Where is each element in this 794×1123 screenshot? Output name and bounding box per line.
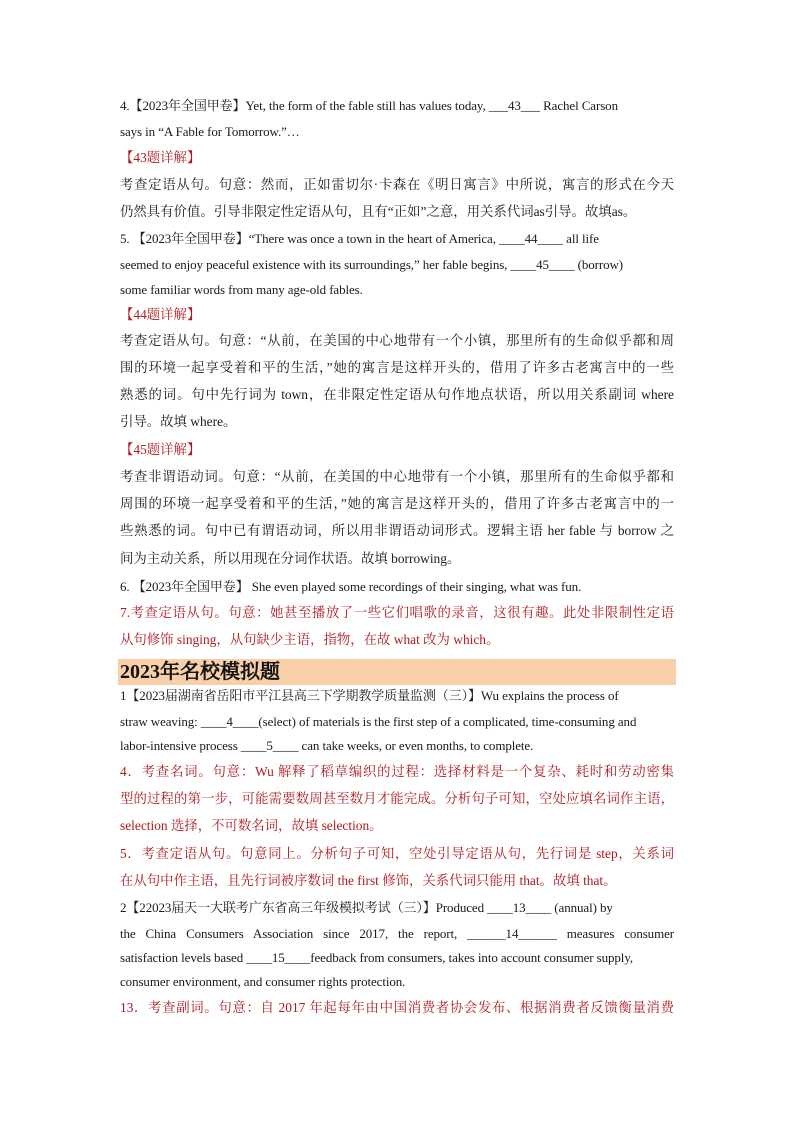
section-heading-text: 2023年名校模拟题 — [120, 661, 280, 683]
q45-detail-heading: 【45题详解】 — [120, 442, 201, 457]
m1-exp4-line-3: selection 选择，不可数名词，故填 selection。 — [120, 818, 383, 833]
q43-explanation-line-2: 仍然具有价值。引导非限定性定语从句，且有“正如”之意，用关系代词as引导。故填as。 — [120, 204, 637, 219]
m1-exp4-line-1: 4．考查名词。句意：Wu 解释了稻草编织的过程：选择材料是一个复杂、耗时和劳动密集 — [120, 764, 674, 779]
q44-explanation-line-2: 围的环境一起享受着和平的生活，”她的寓言是这样开头的，借用了许多古老寓言中的一些 — [120, 360, 674, 375]
q4-line-2: says in “A Fable for Tomorrow.”… — [120, 124, 300, 139]
m2-line-2: the China Consumers Association since 2017, the report, ______14______ measures consumer — [120, 926, 674, 941]
m2-exp13-line-1: 13．考查副词。句意：自 2017 年起每年由中国消费者协会发布、根据消费者反馈衡量消费 — [120, 1000, 674, 1015]
q45-explanation-line-1: 考查非谓语动词。句意：“从前，在美国的中心地带有一个小镇，那里所有的生命似乎都和 — [120, 469, 674, 484]
q6-line-1: 6. 【2023年全国甲卷】 She even played some recordings of their singing, what was fun. — [120, 579, 582, 594]
section-heading — [118, 659, 676, 685]
q5-line-3: some familiar words from many age-old fables. — [120, 282, 363, 297]
m1-line-1: 1【2023届湖南省岳阳市平江县高三下学期教学质量监测（三）】Wu explains the process of — [120, 688, 619, 703]
m1-exp5-line-2: 在从句中作主语，且先行词被序数词 the first 修饰，关系代词只能用 that。故填 that。 — [120, 873, 617, 888]
q6-explanation-line-1: 7.考查定语从句。句意：她甚至播放了一些它们唱歌的录音，这很有趣。此处非限制性定语 — [120, 605, 674, 620]
q6-explanation-line-2: 从句修饰 singing，从句缺少主语，指物，在故 what 改为 which。 — [120, 632, 500, 647]
m2-line-3: satisfaction levels based ____15____feedback from consumers, takes into account consumer supply, — [120, 950, 634, 965]
q43-explanation-line-1: 考查定语从句。句意：然而，正如雷切尔·卡森在《明日寓言》中所说，寓言的形式在今天 — [120, 177, 674, 192]
q44-explanation-line-3: 熟悉的词。句中先行词为 town，在非限定性定语从句作地点状语，所以用关系副词 where — [120, 387, 674, 402]
m2-line-1: 2【22023届天一大联考广东省高三年级模拟考试（三）】Produced ____13____ (annual) by — [120, 900, 613, 915]
q43-detail-heading: 【43题详解】 — [120, 150, 201, 165]
q44-explanation-line-1: 考查定语从句。句意：“从前，在美国的中心地带有一个小镇，那里所有的生命似乎都和周 — [120, 333, 674, 348]
q45-explanation-line-4: 间为主动关系，所以用现在分词作状语。故填 borrowing。 — [120, 551, 461, 566]
q45-explanation-line-2: 周围的环境一起享受着和平的生活，”她的寓言是这样开头的，借用了许多古老寓言中的一 — [120, 496, 674, 511]
q44-detail-heading: 【44题详解】 — [120, 307, 201, 322]
m1-exp5-line-1: 5．考查定语从句。句意同上。分析句子可知，空处引导定语从句，先行词是 step，关系词 — [120, 846, 674, 861]
q44-explanation-line-4: 引导。故填 where。 — [120, 414, 237, 429]
q5-line-1: 5. 【2023年全国甲卷】“There was once a town in the heart of America, ____44____ all life — [120, 231, 599, 246]
m2-line-4: consumer environment, and consumer rights protection. — [120, 974, 406, 989]
q5-line-2: seemed to enjoy peaceful existence with its surroundings,” her fable begins, ____45____ (borrow) — [120, 257, 624, 272]
m1-exp4-line-2: 型的过程的第一步，可能需要数周甚至数月才能完成。分析句子可知，空处应填名词作主语， — [120, 791, 674, 806]
m1-line-3: labor-intensive process ____5____ can take weeks, or even months, to complete. — [120, 738, 534, 753]
q4-line-1: 4.【2023年全国甲卷】Yet, the form of the fable still has values today, ___43___ Rachel Carson — [120, 98, 618, 113]
m1-line-2: straw weaving: ____4____(select) of materials is the first step of a complicated, time-consuming and — [120, 714, 637, 729]
q45-explanation-line-3: 些熟悉的词。句中已有谓语动词，所以用非谓语动词形式。逻辑主语 her fable 与 borrow 之 — [120, 523, 674, 538]
